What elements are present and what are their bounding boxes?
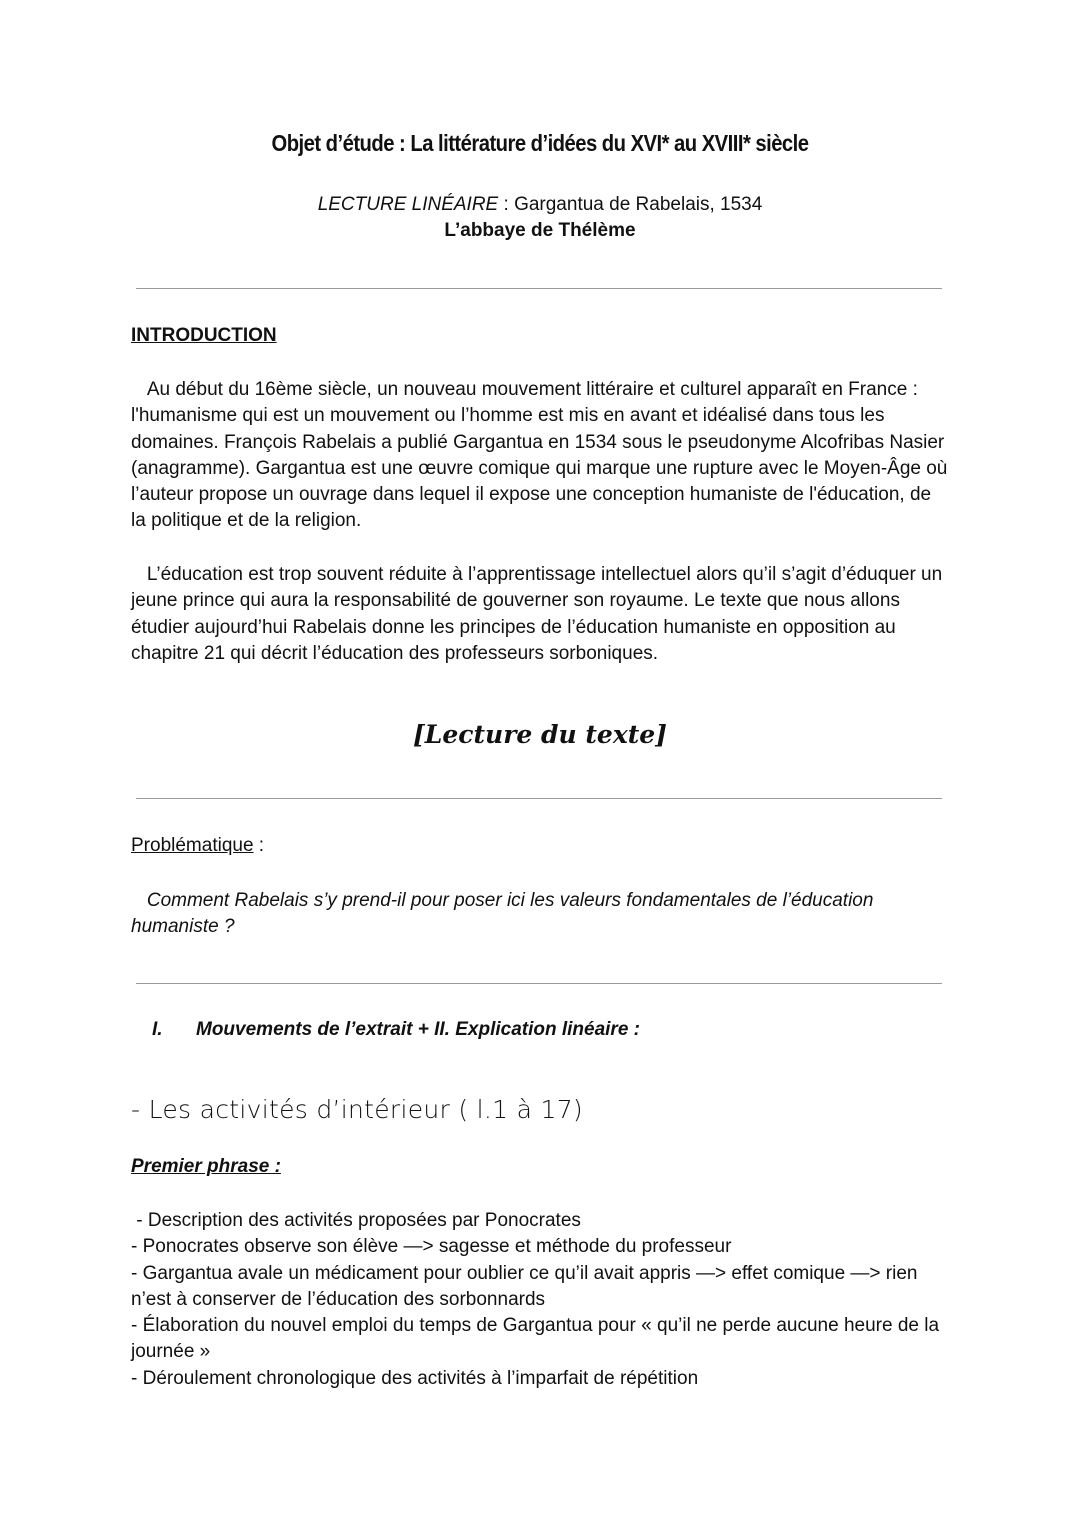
- introduction-paragraph-2: L’éducation est trop souvent réduite à l’apprentissage intellectuel alors qu’il s’agit d’éduquer un jeune prince qui aura la responsabilité de gouverner son royaume. Le texte que nous allons étudier aujourd’hui Rabelais donne les principes de l’éducation humaniste en opposition au chapitre 21 qui décrit l’éducation des professeurs sorboniques.: [131, 564, 948, 664]
- problematique-label: [131, 835, 264, 857]
- problematique-label-text: Problématique: [131, 835, 254, 856]
- extract-title: L’abbaye de Thélème: [444, 220, 636, 241]
- section-number: I.: [152, 1019, 163, 1040]
- subsection-title: - Les activités d’intérieur ( l.1 à 17): [131, 1095, 583, 1124]
- list-item: - Gargantua avale un médicament pour oublier ce qu’il avait appris —> effet comique —> rien n’est à conserver de l’éducation des sorbonnards: [131, 1262, 918, 1310]
- reading-work: : Gargantua de Rabelais, 1534: [498, 194, 763, 215]
- list-item: - Description des activités proposées par Ponocrates: [131, 1210, 581, 1231]
- bullet-list: [131, 1208, 951, 1392]
- divider: [136, 983, 942, 984]
- problematique-question: Comment Rabelais s’y prend-il pour poser ici les valeurs fondamentales de l’éducation humaniste ?: [131, 890, 879, 938]
- introduction-heading: INTRODUCTION: [131, 325, 277, 346]
- list-item: - Déroulement chronologique des activités à l’imparfait de répétition: [131, 1367, 699, 1389]
- reading-type: LECTURE LINÉAIRE: [317, 194, 499, 215]
- section-title: Mouvements de l’extrait + II. Explication linéaire :: [196, 1019, 640, 1040]
- reading-marker: [Lecture du texte]: [412, 720, 668, 749]
- divider: [136, 798, 942, 799]
- divider: [136, 288, 942, 289]
- section-heading: [152, 1019, 640, 1041]
- phrase-heading: Premier phrase :: [131, 1156, 281, 1177]
- reading-subtitle: [0, 194, 1080, 216]
- introduction-paragraph-1: Au début du 16ème siècle, un nouveau mouvement littéraire et culturel apparaît en France : l'humanisme qui est un mouvement ou l’homme est mis en avant et idéalisé dans tous les domaines. François Rabelais a publié Gargantua en 1534 sous le pseudonyme Alcofribas Nasier (anagramme). Gargantua est une œuvre comique qui marque une rupture avec le Moyen-Âge où l’auteur propose un ouvrage dans lequel il expose une conception humaniste de l'éducation, de la politique et de la religion.: [131, 379, 953, 532]
- list-item: - Ponocrates observe son élève —> sagesse et méthode du professeur: [131, 1236, 732, 1258]
- list-item: - Élaboration du nouvel emploi du temps de Gargantua pour « qu’il ne perde aucune heure de la journée »: [131, 1315, 940, 1363]
- problematique-colon: :: [253, 835, 265, 856]
- document-title: Objet d’étude : La littérature d’idées du XVI* au XVIII* siècle: [271, 130, 809, 156]
